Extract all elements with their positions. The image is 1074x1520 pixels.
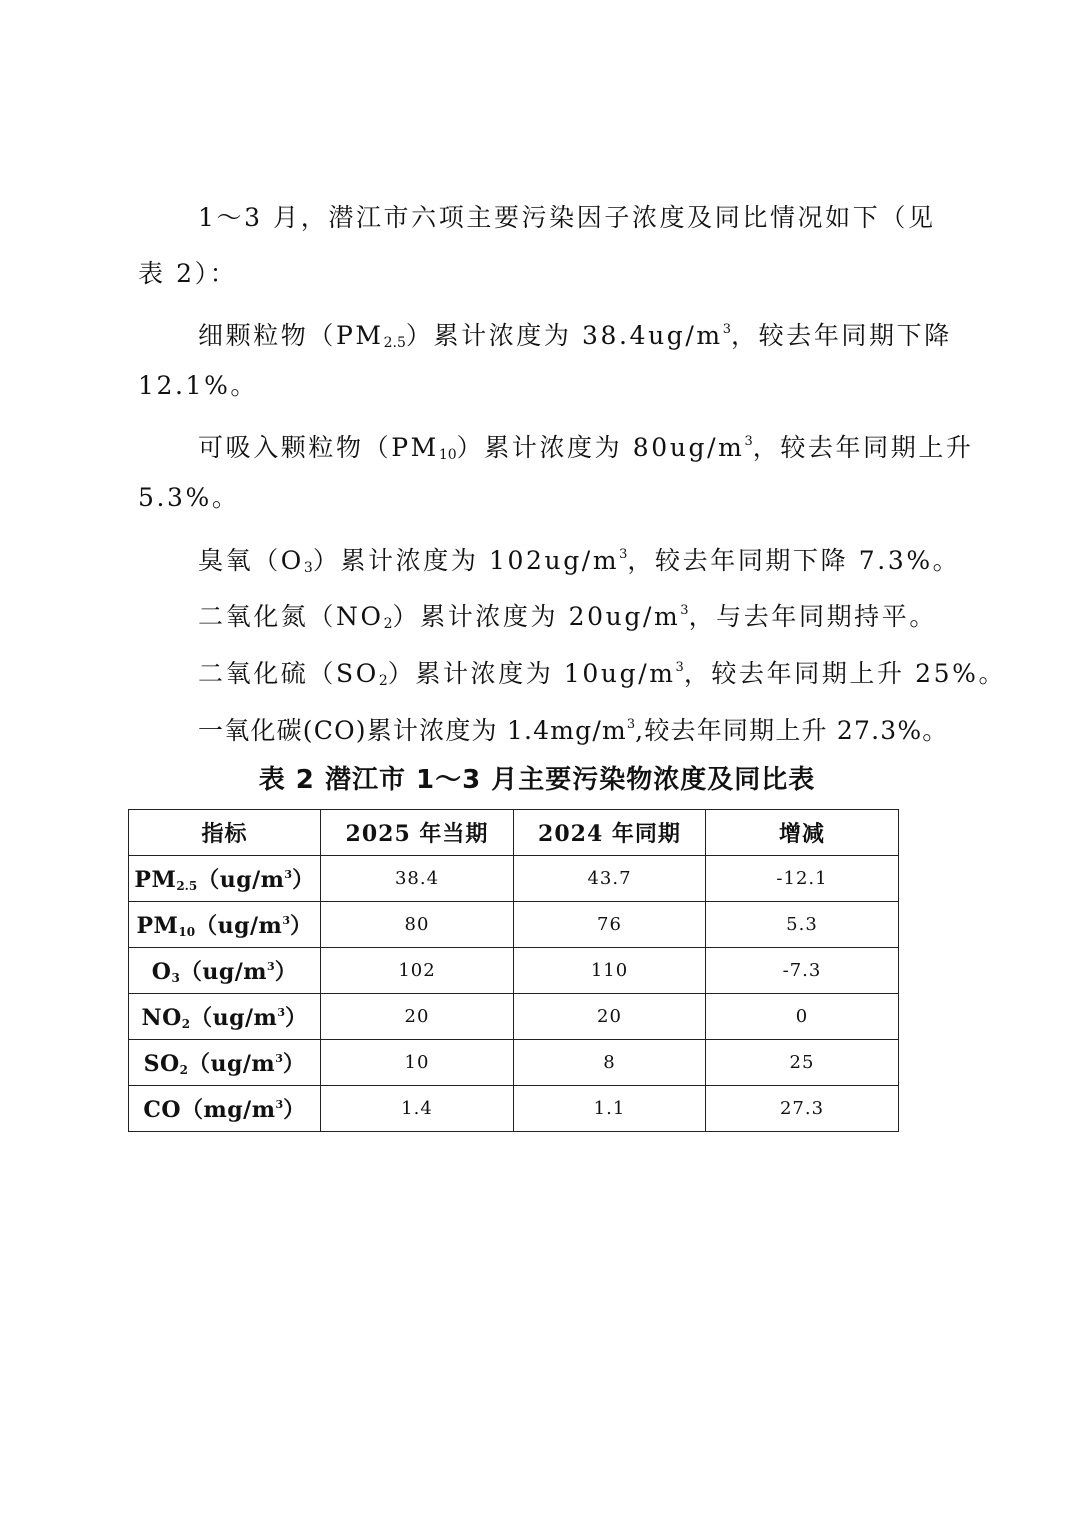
previous-value-cell: 20	[514, 994, 706, 1040]
pm25-prefix: 细颗粒物（PM	[198, 321, 384, 350]
indicator-unit-post: ）	[282, 1051, 306, 1077]
indicator-unit-pre: （ug/m	[195, 913, 283, 939]
change-value-cell: 27.3	[706, 1086, 899, 1132]
header-previous-period: 2024 年同期	[514, 810, 706, 856]
indicator-cell-pm10	[129, 902, 321, 948]
indicator-unit-post: ）	[292, 867, 315, 893]
indicator-unit-pre: （ug/m	[188, 1051, 276, 1077]
table-row	[129, 948, 899, 994]
co-suffix: ,较去年同期上升 27.3%。	[635, 716, 949, 745]
current-value-cell: 1.4	[321, 1086, 514, 1132]
table-row	[129, 856, 899, 902]
table-title: 表 2 潜江市 1～3 月主要污染物浓度及同比表	[258, 765, 816, 795]
indicator-cell-no2	[129, 994, 321, 1040]
intro-paragraph-line-2: 表 2）：	[138, 259, 238, 288]
pm10-paragraph-line-2: 5.3%。	[138, 483, 240, 512]
table-row	[129, 1040, 899, 1086]
co-prefix: 一氧化碳(CO)累计浓度为 1.4mg/m	[198, 716, 627, 745]
co-paragraph	[198, 697, 949, 759]
no2-subscript: 2	[383, 616, 393, 632]
change-value-cell: 5.3	[706, 902, 899, 948]
no2-mid: ）累计浓度为 20ug/m	[392, 602, 681, 631]
indicator-unit-pre: （ug/m	[179, 959, 268, 985]
so2-prefix: 二氧化硫（SO	[198, 659, 379, 688]
pm25-superscript: 3	[722, 322, 732, 337]
indicator-name: CO	[143, 1097, 182, 1123]
indicator-sub: 2.5	[176, 879, 198, 893]
so2-superscript: 3	[675, 660, 684, 675]
indicator-name: PM	[134, 867, 177, 893]
indicator-sub: 2	[179, 1063, 189, 1077]
indicator-sub: 10	[178, 925, 196, 939]
indicator-unit-pre: （ug/m	[190, 1005, 278, 1031]
pm25-paragraph-line-2: 12.1%。	[138, 371, 259, 400]
table-header-row	[129, 810, 899, 856]
header-current-period: 2025 年当期	[321, 810, 514, 856]
indicator-cell-so2	[129, 1040, 321, 1086]
current-value-cell: 10	[321, 1040, 514, 1086]
indicator-unit-post: ）	[289, 913, 313, 939]
indicator-cell-pm25	[129, 856, 321, 902]
indicator-unit-post: ）	[283, 1097, 306, 1123]
table-row	[129, 994, 899, 1040]
current-value-cell: 38.4	[321, 856, 514, 902]
pm10-suffix: ，较去年同期上升	[752, 433, 974, 462]
indicator-sub: 3	[171, 971, 180, 985]
table-row	[129, 1086, 899, 1132]
indicator-unit-post: ）	[284, 1005, 308, 1031]
indicator-unit-pre: （ug/m	[197, 867, 285, 893]
so2-mid: ）累计浓度为 10ug/m	[387, 659, 676, 688]
pm10-superscript: 3	[744, 434, 753, 449]
no2-prefix: 二氧化氮（NO	[198, 602, 384, 631]
indicator-sup: 3	[282, 914, 290, 927]
indicator-name: PM	[136, 913, 179, 939]
indicator-name: SO	[143, 1051, 180, 1077]
pollutant-table	[128, 809, 899, 1132]
change-value-cell: -12.1	[706, 856, 899, 902]
co-superscript: 3	[626, 717, 636, 732]
indicator-sup: 3	[277, 1006, 285, 1019]
current-value-cell: 20	[321, 994, 514, 1040]
o3-suffix: ，较去年同期下降 7.3%。	[627, 546, 961, 575]
pm25-mid: ）累计浓度为 38.4ug/m	[405, 321, 723, 350]
change-value-cell: 25	[706, 1040, 899, 1086]
indicator-name: NO	[141, 1005, 182, 1031]
current-value-cell: 102	[321, 948, 514, 994]
o3-superscript: 3	[619, 547, 628, 562]
no2-superscript: 3	[680, 603, 689, 618]
previous-value-cell: 76	[514, 902, 706, 948]
intro-paragraph-line-1: 1～3 月，潜江市六项主要污染因子浓度及同比情况如下（见	[198, 203, 936, 232]
o3-subscript: 3	[303, 560, 313, 576]
indicator-unit-post: ）	[274, 959, 298, 985]
indicator-sup: 3	[284, 868, 293, 881]
pm10-mid: ）累计浓度为 80ug/m	[456, 433, 745, 462]
pm25-suffix: ，较去年同期下降	[731, 321, 952, 350]
previous-value-cell: 1.1	[514, 1086, 706, 1132]
table-body	[129, 856, 899, 1132]
no2-suffix: ，与去年同期持平。	[688, 602, 937, 631]
change-value-cell: -7.3	[706, 948, 899, 994]
o3-mid: ）累计浓度为 102ug/m	[312, 546, 620, 575]
header-indicator: 指标	[129, 810, 321, 856]
pm10-prefix: 可吸入颗粒物（PM	[198, 433, 439, 462]
indicator-unit-pre: （mg/m	[181, 1097, 276, 1123]
previous-value-cell: 8	[514, 1040, 706, 1086]
indicator-sub: 2	[181, 1017, 191, 1031]
indicator-cell-o3	[129, 948, 321, 994]
current-value-cell: 80	[321, 902, 514, 948]
table-row	[129, 902, 899, 948]
pm25-paragraph-line-1	[198, 302, 952, 371]
indicator-sup: 3	[267, 960, 275, 973]
pm10-subscript: 10	[438, 447, 457, 463]
pm10-paragraph-line-1	[198, 414, 974, 483]
pm25-subscript: 2.5	[383, 335, 406, 351]
so2-suffix: ，较去年同期上升 25%。	[683, 659, 1007, 688]
o3-prefix: 臭氧（O	[198, 546, 304, 575]
indicator-sup: 3	[275, 1098, 284, 1111]
indicator-name: O	[151, 959, 172, 985]
indicator-sup: 3	[275, 1052, 283, 1065]
change-value-cell: 0	[706, 994, 899, 1040]
header-change: 增减	[706, 810, 899, 856]
previous-value-cell: 43.7	[514, 856, 706, 902]
previous-value-cell: 110	[514, 948, 706, 994]
indicator-cell-co	[129, 1086, 321, 1132]
so2-subscript: 2	[378, 673, 388, 689]
